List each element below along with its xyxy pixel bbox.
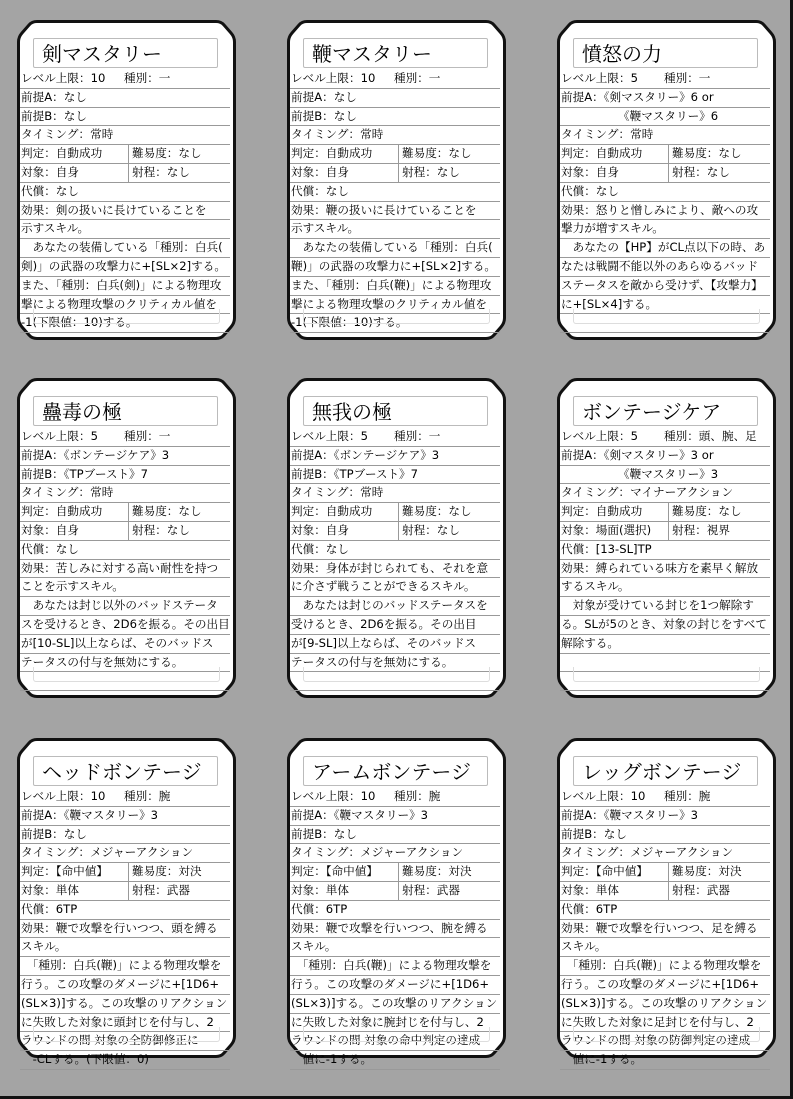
cost-text: 代償：なし: [21, 183, 79, 198]
target-row: [290, 882, 500, 901]
judge-row: [20, 145, 230, 164]
effect-line: [290, 560, 500, 579]
timing-row: [20, 484, 230, 503]
prereq-a-cont: [560, 466, 770, 485]
card-footer-box: [303, 309, 490, 324]
effect-line: [20, 616, 230, 635]
prereq-a-text: 前提A：なし: [291, 89, 357, 104]
effect-line: [290, 957, 500, 976]
difficulty-text: 難易度：なし: [128, 145, 202, 163]
prereq-a-text: 前提A：《鞭マスタリー》3: [291, 807, 429, 822]
target-row: [20, 522, 230, 541]
card-rows: [290, 428, 500, 691]
effect-line: [20, 976, 230, 995]
effect-text: 効果：鞭で攻撃を行いつつ、足を縛る: [561, 920, 758, 935]
skill-card: [557, 378, 776, 698]
effect-text: に失敗した対象に足封じを付与し、2: [561, 1014, 754, 1029]
target-text: 対象：自身: [291, 164, 349, 179]
effect-text: 効果：怒りと憎しみにより、敵への攻: [561, 202, 759, 217]
prereq-a: [560, 89, 770, 108]
target-row: [290, 522, 500, 541]
prereq-b-text: 前提B：なし: [291, 108, 357, 123]
prereq-a-cont: [560, 108, 770, 127]
effect-line: [560, 597, 770, 616]
effect-line: [20, 635, 230, 654]
prereq-b-text: 前提B：《TPブースト》7: [21, 466, 149, 481]
effect-line: [560, 920, 770, 939]
cost-text: 代償：6TP: [561, 901, 618, 916]
effect-line: [290, 616, 500, 635]
effect-line: [560, 616, 770, 635]
level-row: [290, 428, 500, 447]
card-rows: [20, 70, 230, 333]
judge-row: [290, 863, 500, 882]
prereq-b: [20, 466, 230, 485]
prereq-a-text: 前提A：《ボンテージケア》3: [21, 447, 170, 462]
effect-text: 「種別：白兵(鞭)」による物理攻撃を: [561, 958, 762, 973]
prereq-a-text: 前提A：《ボンテージケア》3: [291, 447, 440, 462]
effect-text: テータスの付与を無効にする。: [21, 654, 184, 669]
effect-line: [20, 239, 230, 258]
effect-text: するスキル。: [561, 579, 630, 594]
skill-kind: 種別：頭、腕、足: [664, 429, 757, 443]
timing-text: タイミング：メジャーアクション: [561, 845, 734, 860]
card-footer-box: [33, 309, 220, 324]
effect-text: 対象が受けている封じを1つ解除す: [561, 598, 754, 613]
effect-text: 鞭)」の武器の攻撃力に+[SL×2]する。: [291, 258, 496, 273]
prereq-b-text: 前提B：なし: [21, 826, 87, 841]
effect-text: -CLする。(下限値：0): [21, 1052, 149, 1067]
prereq-b: [20, 826, 230, 845]
card-footer-box: [303, 1027, 490, 1042]
prereq-a: [290, 89, 500, 108]
effect-text: 効果：剣の扱いに長けていることを: [21, 202, 207, 217]
cost-row: [20, 183, 230, 202]
effect-text: (SL×3)]する。この攻撃のリアクション: [561, 995, 768, 1010]
timing-row: [560, 844, 770, 863]
effect-text: -1(下限値：10)する。: [291, 315, 408, 330]
prereq-a: [20, 89, 230, 108]
effect-text: スキル。: [561, 939, 607, 954]
timing-row: [20, 844, 230, 863]
difficulty-text: 難易度：対決: [668, 863, 742, 881]
target-row: [290, 164, 500, 183]
judge-text: 判定：自動成功: [291, 146, 373, 161]
prereq-b: [290, 108, 500, 127]
effect-line: [290, 239, 500, 258]
card-footer-box: [33, 667, 220, 682]
effect-line: [20, 957, 230, 976]
card-title: 剣マスタリー: [33, 38, 218, 68]
difficulty-text: 難易度：なし: [398, 503, 472, 521]
prereq-b-text: 前提B：なし: [21, 108, 87, 123]
target-row: [560, 882, 770, 901]
effect-text: ステータスを敵から受けず、【攻撃力】: [561, 277, 763, 292]
effect-line: [20, 920, 230, 939]
cost-row: [20, 901, 230, 920]
effect-line: [20, 202, 230, 221]
effect-text: ラウンドの間 対象の防御判定の達成: [561, 1033, 751, 1048]
effect-text: ラウンドの間 対象の命中判定の達成: [291, 1033, 481, 1048]
timing-row: [20, 126, 230, 145]
effect-text: スキル。: [291, 939, 337, 954]
level-limit: レベル上限：10: [291, 71, 376, 85]
effect-text: 行う。この攻撃のダメージに+[1D6+: [21, 976, 220, 991]
card-title: 鞭マスタリー: [303, 38, 488, 68]
target-text: 対象：単体: [561, 882, 619, 897]
effect-line: [20, 560, 230, 579]
card-rows: [560, 70, 770, 333]
effect-text: 効果：縛られている味方を素早く解放: [561, 560, 759, 575]
skill-card: [17, 20, 236, 340]
judge-row: [560, 863, 770, 882]
cost-text: 代償：なし: [291, 183, 349, 198]
cost-row: [20, 541, 230, 560]
prereq-a-cont-text: 《鞭マスタリー》3: [618, 466, 719, 481]
effect-text: テータスの付与を無効にする。: [291, 654, 454, 669]
effect-text: が[9-SL]以上ならば、そのバッドス: [291, 635, 477, 650]
effect-line: [20, 995, 230, 1014]
prereq-a-text: 前提A：《剣マスタリー》3 or: [561, 447, 714, 462]
difficulty-text: 難易度：なし: [668, 145, 742, 163]
effect-text: 効果：身体が封じられても、それを意: [291, 560, 489, 575]
skill-card: [287, 738, 506, 1067]
skill-kind: 種別：一: [394, 429, 441, 443]
effect-text: ことを示すスキル。: [21, 579, 124, 594]
prereq-a: [20, 807, 230, 826]
timing-row: [560, 484, 770, 503]
card-footer-box: [33, 1027, 220, 1042]
range-text: 射程：なし: [398, 522, 460, 540]
cost-row: [290, 541, 500, 560]
card-rows: [560, 428, 770, 691]
target-row: [560, 164, 770, 183]
level-limit: レベル上限：5: [561, 71, 638, 85]
effect-text: (SL×3)]する。この攻撃のリアクション: [21, 995, 228, 1010]
judge-text: 判定：自動成功: [561, 504, 643, 519]
effect-text: -1(下限値：10)する。: [21, 315, 138, 330]
effect-line: [560, 938, 770, 957]
card-footer-box: [573, 667, 760, 682]
effect-text: 撃による物理攻撃のクリティカル値を: [291, 296, 487, 311]
effect-line: [290, 258, 500, 277]
effect-line: [20, 220, 230, 239]
effect-line: [290, 976, 500, 995]
effect-line: [560, 258, 770, 277]
effect-text: 効果：鞭で攻撃を行いつつ、腕を縛る: [291, 920, 488, 935]
cost-text: 代償：なし: [561, 183, 619, 198]
level-row: [560, 70, 770, 89]
effect-text: 効果：苦しみに対する高い耐性を持つ: [21, 560, 219, 575]
effect-line: [560, 1051, 770, 1070]
effect-line: [560, 277, 770, 296]
cost-row: [560, 901, 770, 920]
difficulty-text: 難易度：対決: [398, 863, 472, 881]
judge-row: [20, 503, 230, 522]
effect-line: [290, 635, 500, 654]
judge-text: 判定：自動成功: [561, 146, 643, 161]
level-limit: レベル上限：10: [21, 789, 106, 803]
level-limit: レベル上限：10: [561, 789, 646, 803]
effect-text: また、「種別：白兵(鞭)」による物理攻: [291, 277, 492, 292]
effect-text: また、「種別：白兵(剣)」による物理攻: [21, 277, 222, 292]
level-limit: レベル上限：5: [21, 429, 98, 443]
card-title: 蠱毒の極: [33, 396, 218, 426]
effect-line: [290, 1051, 500, 1070]
card-title: レッグボンテージ: [573, 756, 758, 786]
skill-kind: 種別：一: [394, 71, 441, 85]
effect-text: あなたは封じのバッドステータスを: [291, 598, 488, 613]
target-text: 対象：自身: [21, 522, 79, 537]
prereq-b: [290, 466, 500, 485]
effect-text: 行う。この攻撃のダメージに+[1D6+: [561, 976, 760, 991]
prereq-a: [20, 447, 230, 466]
effect-line: [560, 957, 770, 976]
timing-text: タイミング：常時: [561, 127, 654, 142]
effect-text: 受けるとき、2D6を振る。その出目: [291, 616, 477, 631]
effect-text: に介さず戦うことができるスキル。: [291, 579, 476, 594]
prereq-a-text: 前提A：《鞭マスタリー》3: [21, 807, 159, 822]
judge-row: [290, 145, 500, 164]
level-row: [20, 70, 230, 89]
target-text: 対象：自身: [291, 522, 349, 537]
effect-line: [560, 635, 770, 654]
effect-line: [20, 258, 230, 277]
cost-row: [560, 541, 770, 560]
effect-text: る。SLが5のとき、対象の封じをすべて: [561, 616, 768, 631]
range-text: 射程：武器: [668, 882, 730, 900]
target-row: [20, 882, 230, 901]
card-title: ボンテージケア: [573, 396, 758, 426]
judge-text: 判定：【命中値】: [561, 864, 648, 879]
effect-text: 「種別：白兵(鞭)」による物理攻撃を: [21, 958, 222, 973]
timing-row: [290, 844, 500, 863]
level-limit: レベル上限：5: [291, 429, 368, 443]
difficulty-text: 難易度：なし: [668, 503, 742, 521]
prereq-b: [290, 826, 500, 845]
effect-text: (SL×3)]する。この攻撃のリアクション: [291, 995, 498, 1010]
judge-row: [560, 503, 770, 522]
target-text: 対象：単体: [291, 882, 349, 897]
range-text: 射程：なし: [128, 164, 190, 182]
card-title: アームボンテージ: [303, 756, 488, 786]
prereq-a-text: 前提A：《剣マスタリー》6 or: [561, 89, 714, 104]
judge-text: 判定：自動成功: [21, 146, 103, 161]
effect-line: [290, 220, 500, 239]
effect-text: 行う。この攻撃のダメージに+[1D6+: [291, 976, 490, 991]
target-text: 対象：場面(選択): [561, 522, 652, 537]
difficulty-text: 難易度：なし: [398, 145, 472, 163]
target-text: 対象：自身: [21, 164, 79, 179]
effect-line: [560, 220, 770, 239]
level-limit: レベル上限：5: [561, 429, 638, 443]
level-limit: レベル上限：10: [21, 71, 106, 85]
prereq-a-text: 前提A：《鞭マスタリー》3: [561, 807, 699, 822]
effect-line: [290, 920, 500, 939]
judge-row: [20, 863, 230, 882]
judge-text: 判定：自動成功: [291, 504, 373, 519]
timing-row: [290, 484, 500, 503]
effect-text: 「種別：白兵(鞭)」による物理攻撃を: [291, 958, 492, 973]
effect-text: 示すスキル。: [21, 221, 90, 236]
effect-line: [560, 239, 770, 258]
card-title: 憤怒の力: [573, 38, 758, 68]
prereq-a: [290, 447, 500, 466]
level-row: [20, 428, 230, 447]
card-rows: [20, 428, 230, 691]
timing-row: [290, 126, 500, 145]
effect-line: [20, 277, 230, 296]
cost-row: [290, 183, 500, 202]
target-text: 対象：自身: [561, 164, 619, 179]
effect-line: [290, 995, 500, 1014]
effect-line: [290, 202, 500, 221]
judge-text: 判定：【命中値】: [21, 864, 108, 879]
card-rows: [290, 70, 500, 333]
range-text: 射程：なし: [668, 164, 730, 182]
effect-line: [290, 277, 500, 296]
effect-text: なたは戦闘不能以外のあらゆるバッド: [561, 258, 759, 273]
level-row: [560, 428, 770, 447]
skill-kind: 種別：腕: [664, 789, 711, 803]
timing-text: タイミング：常時: [291, 127, 384, 142]
card-footer-box: [573, 309, 760, 324]
effect-text: あなたの装備している「種別：白兵(: [21, 240, 223, 255]
range-text: 射程：武器: [128, 882, 190, 900]
effect-line: [20, 578, 230, 597]
effect-text: あなたの装備している「種別：白兵(: [291, 240, 493, 255]
effect-text: ラウンドの間 対象の全防御修正に: [21, 1033, 199, 1048]
prereq-a: [290, 807, 500, 826]
cost-row: [290, 901, 500, 920]
effect-line: [560, 578, 770, 597]
target-row: [20, 164, 230, 183]
timing-row: [560, 126, 770, 145]
cost-text: 代償：6TP: [21, 901, 78, 916]
effect-text: 解除する。: [561, 635, 619, 650]
cost-text: 代償：6TP: [291, 901, 348, 916]
card-title: 無我の極: [303, 396, 488, 426]
effect-line: [560, 202, 770, 221]
effect-line: [560, 995, 770, 1014]
effect-text: 剣)」の武器の攻撃力に+[SL×2]する。: [21, 258, 226, 273]
skill-card: [17, 378, 236, 698]
effect-line: [290, 597, 500, 616]
effect-text: 効果：鞭の扱いに長けていることを: [291, 202, 477, 217]
effect-text: 効果：鞭で攻撃を行いつつ、頭を縛る: [21, 920, 218, 935]
target-text: 対象：単体: [21, 882, 79, 897]
prereq-a-text: 前提A：なし: [21, 89, 87, 104]
cost-text: 代償：なし: [21, 541, 79, 556]
range-text: 射程：視界: [668, 522, 730, 540]
skill-card: [287, 378, 506, 698]
skill-card: [557, 738, 776, 1067]
card-footer-box: [573, 1027, 760, 1042]
effect-line: [20, 938, 230, 957]
effect-text: 値に-1する。: [561, 1052, 643, 1067]
effect-text: あなたは封じ以外のバッドステータ: [21, 598, 218, 613]
prereq-b-text: 前提B：なし: [291, 826, 357, 841]
skill-kind: 種別：腕: [394, 789, 441, 803]
range-text: 射程：なし: [398, 164, 460, 182]
prereq-b: [560, 826, 770, 845]
prereq-a-cont-text: 《鞭マスタリー》6: [618, 108, 719, 123]
effect-text: 値に-1する。: [291, 1052, 373, 1067]
effect-line: [290, 578, 500, 597]
level-limit: レベル上限：10: [291, 789, 376, 803]
judge-text: 判定：【命中値】: [291, 864, 378, 879]
effect-text: に+[SL×4]する。: [561, 296, 658, 311]
effect-text: が[10-SL]以上ならば、そのバッドス: [21, 635, 214, 650]
effect-text: に失敗した対象に腕封じを付与し、2: [291, 1014, 484, 1029]
cost-row: [560, 183, 770, 202]
skill-card: [17, 738, 236, 1067]
effect-text: 撃力が増すスキル。: [561, 221, 664, 236]
timing-text: タイミング：常時: [21, 485, 114, 500]
prereq-a: [560, 807, 770, 826]
skill-kind: 種別：一: [664, 71, 711, 85]
effect-text: スキル。: [21, 939, 67, 954]
timing-text: タイミング：常時: [21, 127, 114, 142]
skill-kind: 種別：一: [124, 71, 171, 85]
prereq-a: [560, 447, 770, 466]
effect-text: に失敗した対象に頭封じを付与し、2: [21, 1014, 214, 1029]
timing-text: タイミング：マイナーアクション: [561, 485, 734, 500]
timing-text: タイミング：常時: [291, 485, 384, 500]
timing-text: タイミング：メジャーアクション: [291, 845, 464, 860]
skill-card: [287, 20, 506, 340]
skill-kind: 種別：一: [124, 429, 171, 443]
level-row: [290, 70, 500, 89]
skill-kind: 種別：腕: [124, 789, 171, 803]
effect-text: スを受けるとき、2D6を振る。その出目: [21, 616, 230, 631]
target-row: [560, 522, 770, 541]
judge-text: 判定：自動成功: [21, 504, 103, 519]
difficulty-text: 難易度：なし: [128, 503, 202, 521]
level-row: [560, 788, 770, 807]
prereq-b-text: 前提B：《TPブースト》7: [291, 466, 419, 481]
skill-card: [557, 20, 776, 340]
level-row: [20, 788, 230, 807]
judge-row: [290, 503, 500, 522]
effect-line: [560, 560, 770, 579]
effect-text: 撃による物理攻撃のクリティカル値を: [21, 296, 217, 311]
effect-text: あなたの【HP】がCL点以下の時、あ: [561, 240, 766, 255]
cost-text: 代償：[13-SL]TP: [561, 541, 652, 556]
card-title: ヘッドボンテージ: [33, 756, 218, 786]
effect-text: 示すスキル。: [291, 221, 360, 236]
card-footer-box: [303, 667, 490, 682]
judge-row: [560, 145, 770, 164]
level-row: [290, 788, 500, 807]
effect-line: [560, 976, 770, 995]
effect-line: [290, 938, 500, 957]
timing-text: タイミング：メジャーアクション: [21, 845, 194, 860]
effect-line: [20, 597, 230, 616]
prereq-b: [20, 108, 230, 127]
difficulty-text: 難易度：対決: [128, 863, 202, 881]
cost-text: 代償：なし: [291, 541, 349, 556]
range-text: 射程：なし: [128, 522, 190, 540]
effect-line: [20, 1051, 230, 1070]
range-text: 射程：武器: [398, 882, 460, 900]
prereq-b-text: 前提B：なし: [561, 826, 627, 841]
